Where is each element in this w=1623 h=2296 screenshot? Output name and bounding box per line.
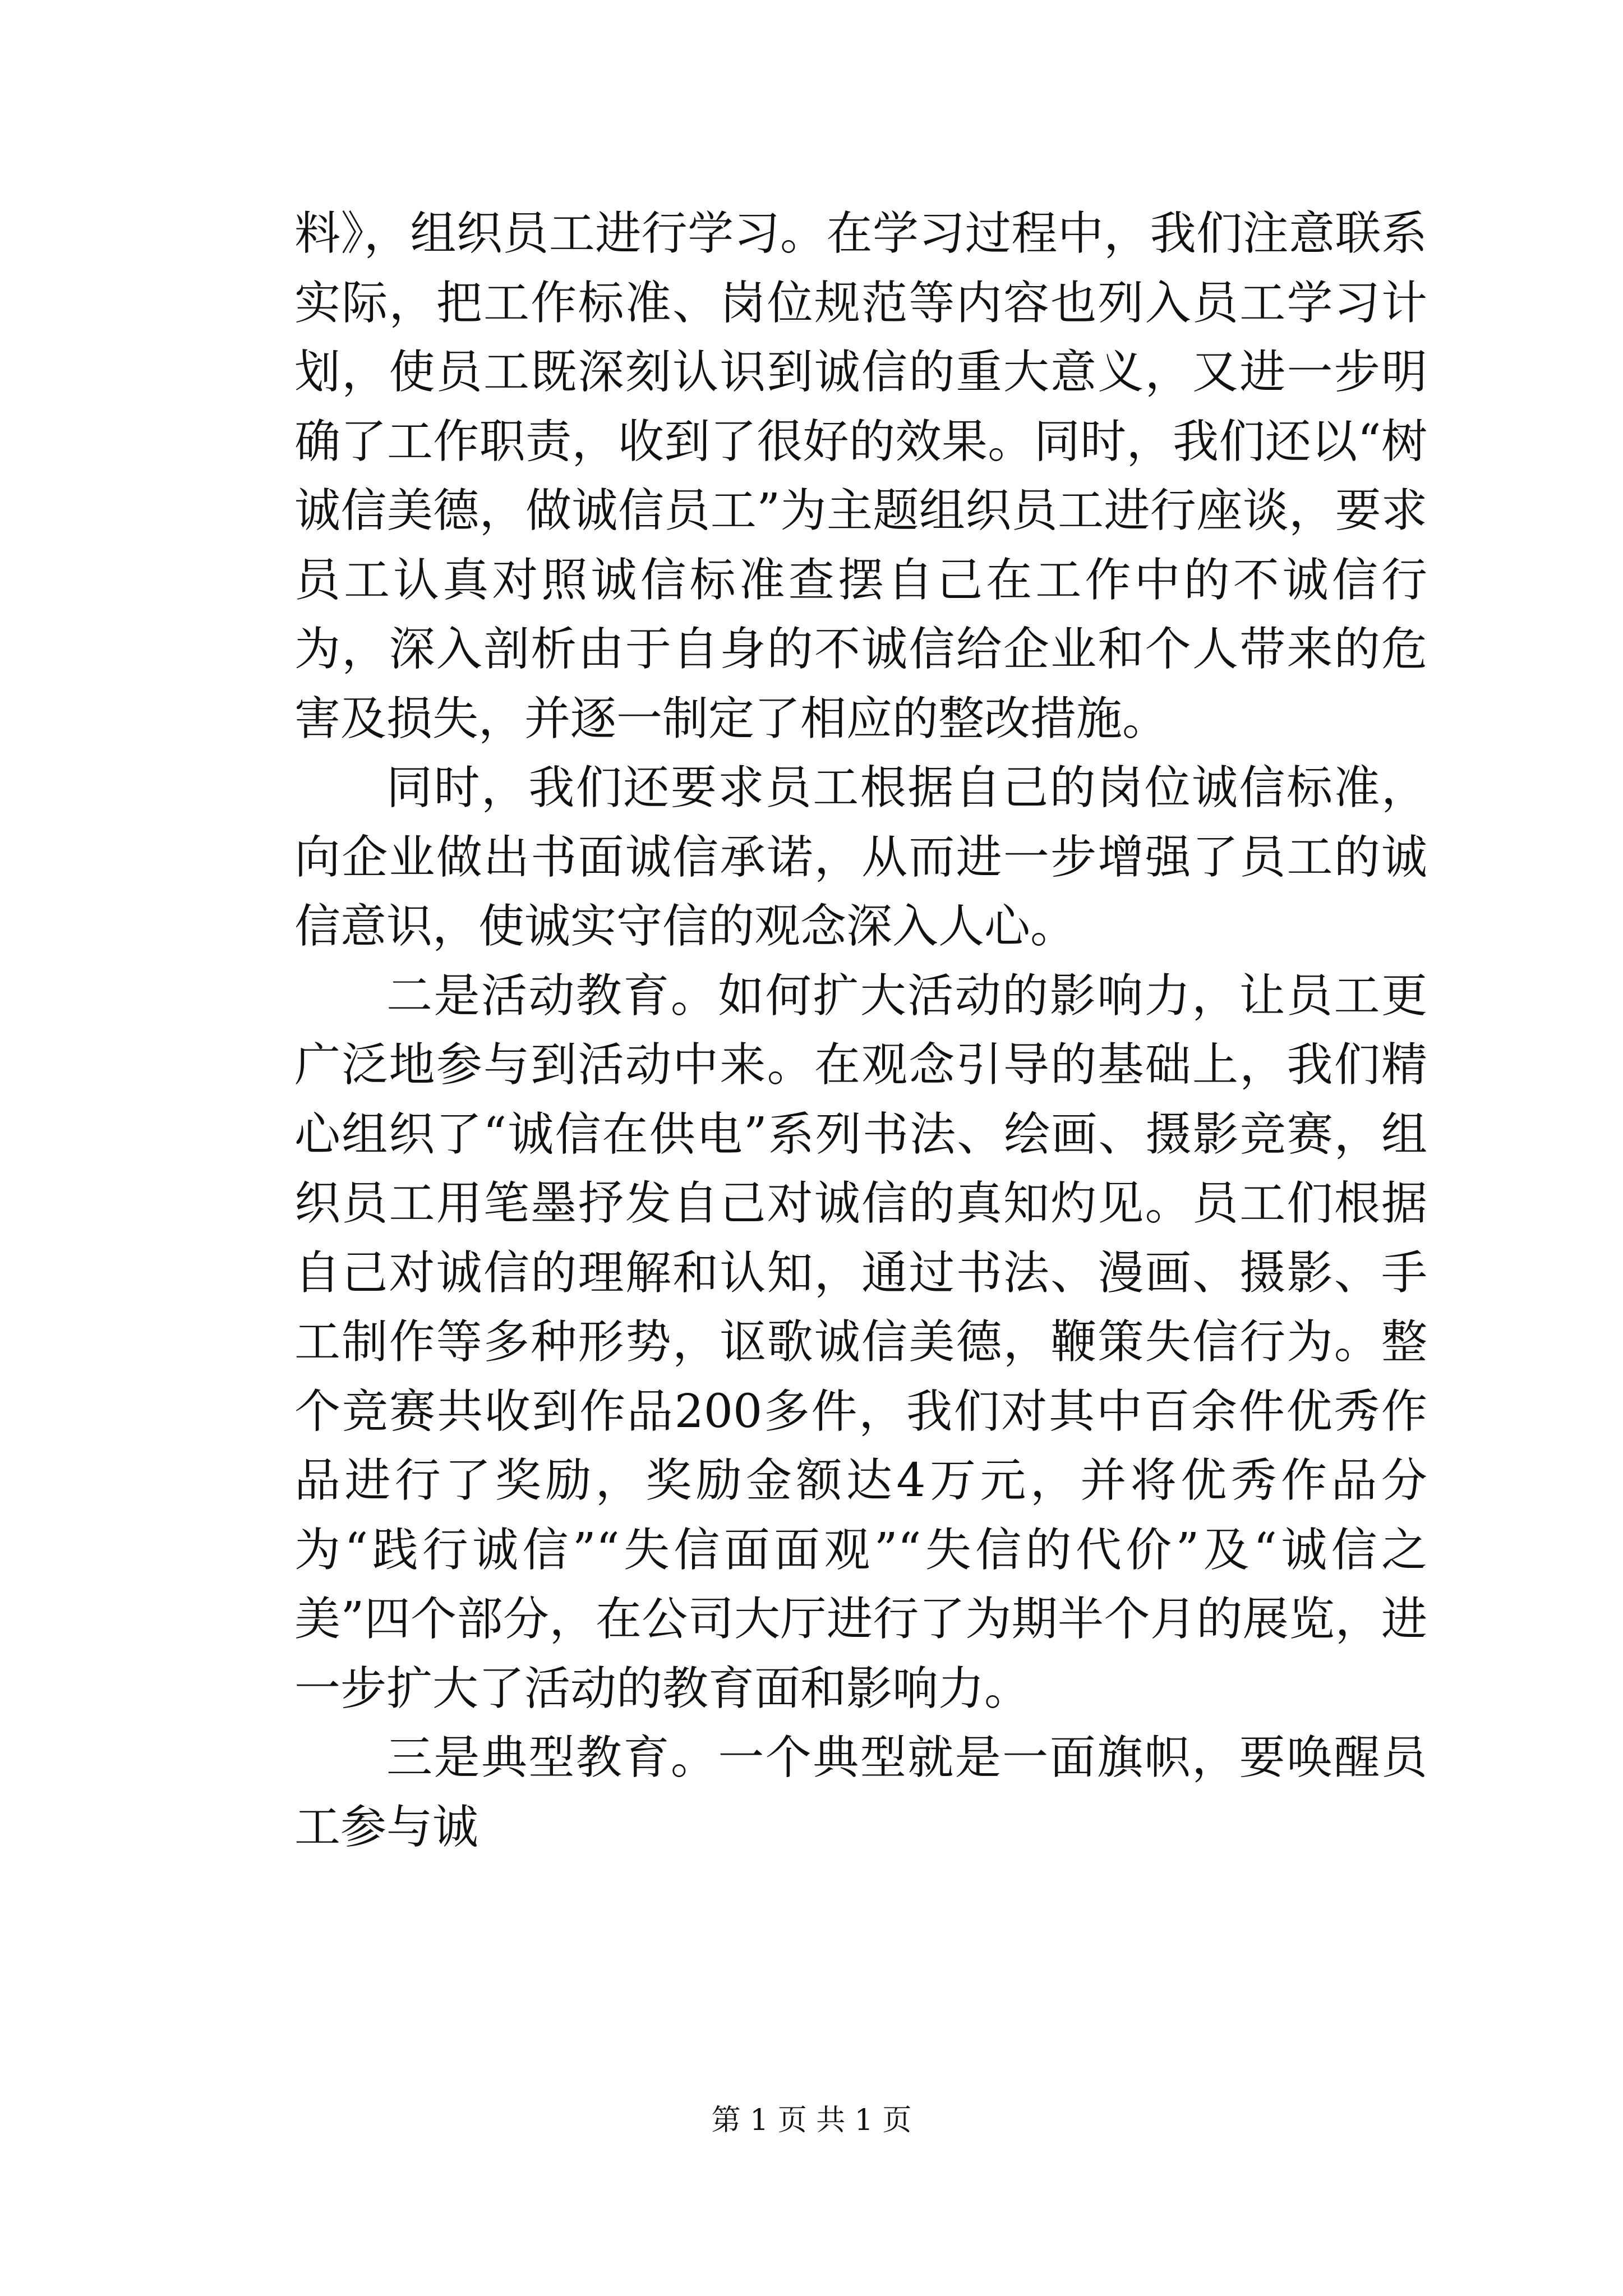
paragraph-typical-education: 三是典型教育。一个典型就是一面旗帜，要唤醒员工参与诚 — [294, 1731, 1427, 1854]
paragraph-continuation: 料》，组织员工进行学习。在学习过程中，我们注意联系实际，把工作标准、岗位规范等内容也列入员工学习计划，使员工既深刻认识到诚信的重大意义，又进一步明确了工作职责，收到了很好的效果。同时，我们还以“树诚信美德，做诚信员工”为主题组织员工进行座谈，要求员工认真对照诚信标准查摆自己在工作中的不诚信行为，深入剖析由于自身的不诚信给企业和个人带来的危害及损失，并逐一制定了相应的整改措施。 — [294, 207, 1427, 746]
paragraph-commitment: 同时，我们还要求员工根据自己的岗位诚信标准，向企业做出书面诚信承诺，从而进一步增强了员工的诚信意识，使诚实守信的观念深入人心。 — [294, 761, 1427, 953]
document-body — [294, 199, 1427, 1862]
page-footer: 第 1 页 共 1 页 — [711, 2104, 912, 2137]
paragraph-activity-education: 二是活动教育。如何扩大活动的影响力，让员工更广泛地参与到活动中来。在观念引导的基础上，我们精心组织了“诚信在供电”系列书法、绘画、摄影竞赛，组织员工用笔墨抒发自己对诚信的真知灼见。员工们根据自己对诚信的理解和认知，通过书法、漫画、摄影、手工制作等多种形势，讴歌诚信美德，鞭策失信行为。整个竞赛共收到作品200多件，我们对其中百余件优秀作品进行了奖励，奖励金额达4万元，并将优秀作品分为“践行诚信”“失信面面观”“失信的代价”及“诚信之美”四个部分，在公司大厅进行了为期半个月的展览，进一步扩大了活动的教育面和影响力。 — [294, 969, 1427, 1715]
